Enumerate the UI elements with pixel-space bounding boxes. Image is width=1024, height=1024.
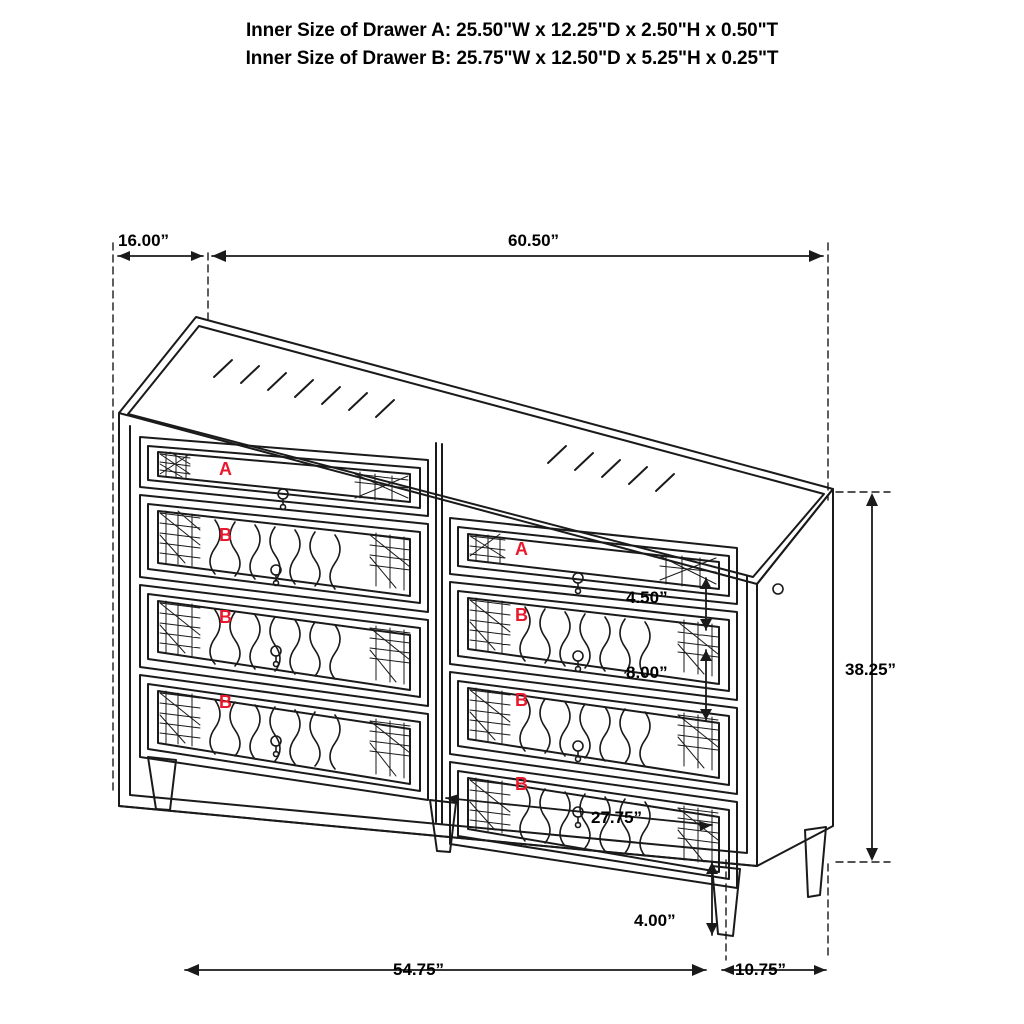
drawer-label-left-2: B	[219, 525, 232, 545]
dim-base-side: 10.75”	[735, 960, 787, 979]
drawer-label-left-3: B	[219, 607, 232, 627]
dim-leg-height: 4.00”	[634, 911, 676, 930]
drawer-label-left-top: A	[219, 459, 232, 479]
dim-height-right: 38.25”	[845, 660, 897, 679]
header-line-1: Inner Size of Drawer A: 25.50"W x 12.25"D x 2.50"H x 0.50"T	[245, 20, 779, 41]
dim-width-top: 60.50”	[508, 231, 560, 250]
drawer-label-right-2: B	[515, 605, 528, 625]
drawer-label-left-4: B	[219, 692, 232, 712]
dim-drawer-b-height: 8.00”	[626, 663, 668, 682]
dim-depth-top: 16.00”	[118, 231, 170, 250]
drawer-label-right-top: A	[515, 539, 528, 559]
dim-drawer-width: 27.75”	[591, 808, 643, 827]
dim-base-front: 54.75”	[393, 960, 445, 979]
drawer-label-right-4: B	[515, 774, 528, 794]
header-line-2: Inner Size of Drawer B: 25.75"W x 12.50"D x 5.25"H x 0.25"T	[245, 48, 779, 69]
dim-drawer-a-height: 4.50”	[626, 588, 668, 607]
drawer-label-right-3: B	[515, 690, 528, 710]
